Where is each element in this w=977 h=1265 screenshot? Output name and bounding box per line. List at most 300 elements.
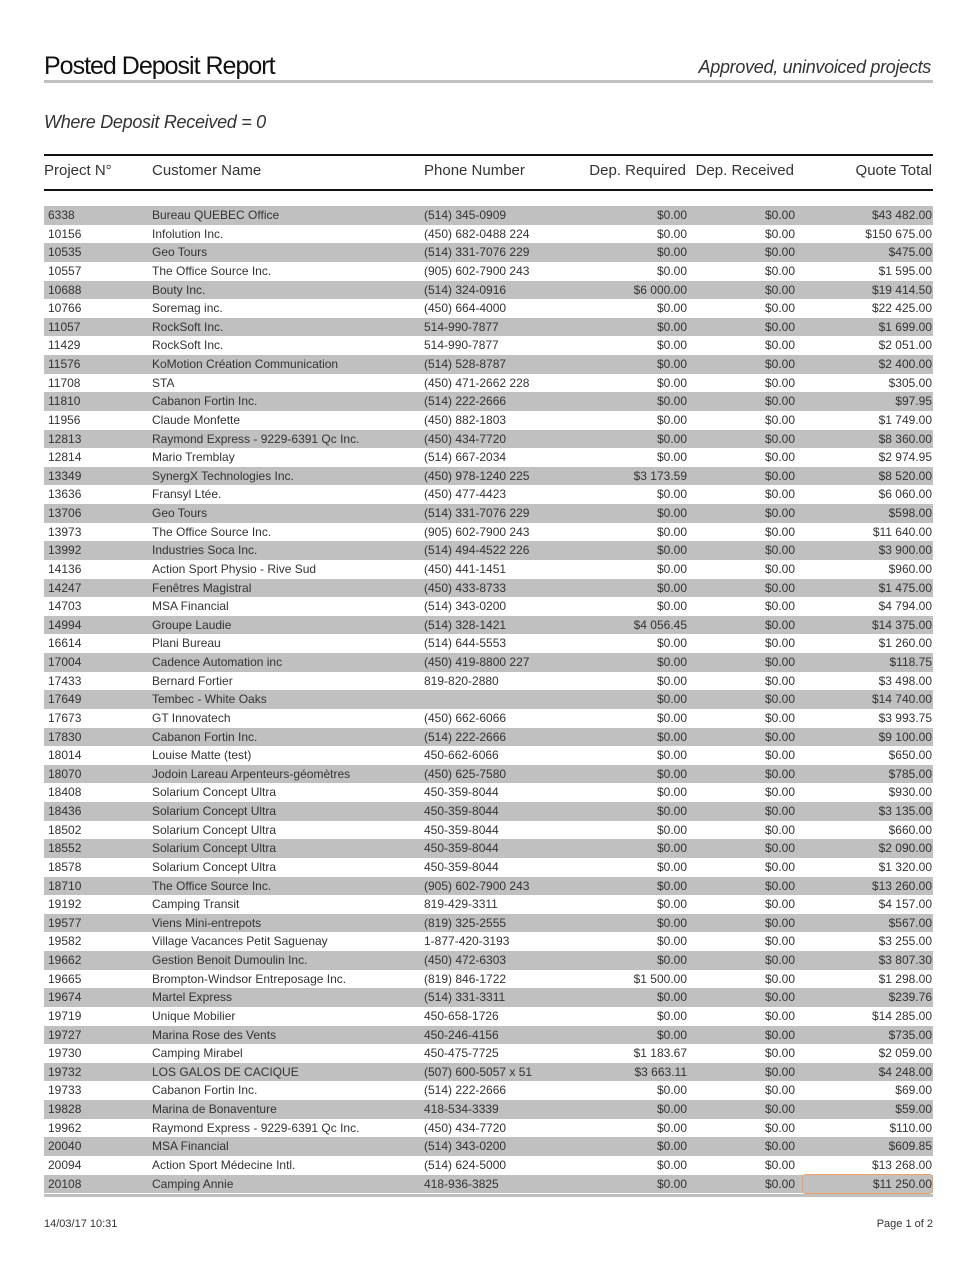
project-number-cell: 19732 xyxy=(48,1064,82,1079)
table-row xyxy=(44,1137,933,1156)
deposit-received-cell: $0.00 xyxy=(764,897,795,912)
deposit-received-cell: $0.00 xyxy=(764,338,795,353)
project-number-cell: 13636 xyxy=(48,487,82,502)
deposit-received-cell: $0.00 xyxy=(764,226,795,241)
deposit-received-cell: $0.00 xyxy=(764,319,795,334)
table-row xyxy=(44,1026,933,1045)
table-row xyxy=(44,709,933,728)
quote-total-cell: $19 414.50 xyxy=(871,282,932,297)
deposit-received-cell: $0.00 xyxy=(764,766,795,781)
phone-number-cell: (450) 625-7580 xyxy=(424,766,507,781)
phone-number-cell: 418-534-3339 xyxy=(424,1102,499,1116)
phone-number-cell: (819) 325-2555 xyxy=(424,915,507,930)
deposit-required-cell: $0.00 xyxy=(656,1139,687,1154)
project-number-cell: 13706 xyxy=(48,506,82,520)
customer-name-cell: Bureau QUEBEC Office xyxy=(152,208,280,222)
table-row xyxy=(44,858,933,877)
phone-number-cell: (450) 472-6303 xyxy=(424,953,507,967)
phone-number-cell: (514) 331-3311 xyxy=(424,990,506,1005)
quote-total-cell: $97.95 xyxy=(895,394,932,409)
deposit-received-cell: $0.00 xyxy=(764,710,795,725)
quote-total-cell: $785.00 xyxy=(888,766,932,781)
project-number-cell: 14703 xyxy=(48,599,82,614)
customer-name-cell: Cadence Automation inc xyxy=(152,655,283,669)
header-top-rule xyxy=(44,154,933,156)
phone-number-cell: (514) 343-0200 xyxy=(424,1139,507,1154)
deposit-required-cell: $0.00 xyxy=(656,897,687,912)
phone-number-cell: (450) 662-6066 xyxy=(424,710,507,725)
table-row xyxy=(44,970,933,989)
project-number-cell: 18014 xyxy=(48,748,82,763)
quote-total-cell: $735.00 xyxy=(888,1027,932,1042)
deposit-required-cell: $0.00 xyxy=(656,878,687,893)
customer-name-cell: Louise Matte (test) xyxy=(152,748,252,763)
customer-name-cell: Mario Tremblay xyxy=(152,450,235,465)
quote-total-cell: $69.00 xyxy=(895,1083,932,1098)
quote-total-cell: $598.00 xyxy=(888,506,932,520)
deposit-required-cell: $0.00 xyxy=(656,859,687,874)
footer-page-number: Page 1 of 2 xyxy=(876,1218,933,1230)
phone-number-cell: 514-990-7877 xyxy=(424,319,499,334)
phone-number-cell: (905) 602-7900 243 xyxy=(424,524,530,539)
deposit-required-cell: $0.00 xyxy=(656,226,687,241)
customer-name-cell: RockSoft Inc. xyxy=(152,319,224,334)
quote-total-cell: $650.00 xyxy=(888,748,932,763)
quote-total-cell: $4 157.00 xyxy=(878,897,932,912)
table-row xyxy=(44,616,933,635)
quote-total-cell: $8 520.00 xyxy=(878,468,932,483)
project-number-cell: 14247 xyxy=(48,580,82,595)
project-number-cell: 12813 xyxy=(48,431,82,446)
deposit-received-cell: $0.00 xyxy=(764,543,795,558)
deposit-required-cell: $0.00 xyxy=(656,561,687,576)
phone-number-cell: (450) 664-4000 xyxy=(424,301,507,316)
customer-name-cell: Claude Monfette xyxy=(152,412,241,427)
title-divider xyxy=(44,80,933,83)
table-row xyxy=(44,765,933,784)
quote-total-cell: $1 320.00 xyxy=(878,859,932,874)
deposit-required-cell: $0.00 xyxy=(656,412,687,427)
quote-total-cell: $3 498.00 xyxy=(878,673,932,688)
deposit-required-cell: $6 000.00 xyxy=(633,282,687,297)
quote-total-cell: $3 255.00 xyxy=(878,934,932,949)
table-row xyxy=(44,225,933,244)
deposit-received-cell: $0.00 xyxy=(764,636,795,651)
quote-total-cell: $2 090.00 xyxy=(878,841,932,856)
deposit-received-cell: $0.00 xyxy=(764,561,795,576)
table-row xyxy=(44,336,933,355)
project-number-cell: 10535 xyxy=(48,245,82,260)
table-row xyxy=(44,1156,933,1175)
customer-name-cell: Camping Annie xyxy=(152,1176,234,1191)
customer-name-cell: Cabanon Fortin Inc. xyxy=(152,729,258,744)
col-header-quote-total: Quote Total xyxy=(855,162,932,179)
phone-number-cell: (514) 644-5553 xyxy=(424,636,507,651)
customer-name-cell: RockSoft Inc. xyxy=(152,338,224,353)
customer-name-cell: Solarium Concept Ultra xyxy=(152,859,277,874)
deposit-required-cell: $0.00 xyxy=(656,1157,687,1172)
deposit-received-cell: $0.00 xyxy=(764,617,795,632)
deposit-received-cell: $0.00 xyxy=(764,450,795,465)
quote-total-cell: $3 807.30 xyxy=(878,953,932,967)
deposit-received-cell: $0.00 xyxy=(764,1064,795,1079)
deposit-received-cell: $0.00 xyxy=(764,506,795,520)
table-row xyxy=(44,467,933,486)
deposit-required-cell: $0.00 xyxy=(656,338,687,353)
project-number-cell: 17004 xyxy=(48,655,82,669)
quote-total-cell: $14 375.00 xyxy=(871,617,932,632)
deposit-required-cell: $0.00 xyxy=(656,934,687,949)
quote-total-cell: $14 285.00 xyxy=(871,1008,932,1023)
quote-total-cell: $118.75 xyxy=(889,655,932,669)
deposit-required-cell: $1 500.00 xyxy=(633,971,687,986)
customer-name-cell: Martel Express xyxy=(152,990,233,1005)
deposit-required-cell: $0.00 xyxy=(656,804,687,818)
phone-number-cell: (514) 324-0916 xyxy=(424,282,507,297)
project-number-cell: 18552 xyxy=(48,841,82,856)
phone-number-cell: (450) 882-1803 xyxy=(424,412,507,427)
table-row xyxy=(44,262,933,281)
quote-total-cell: $930.00 xyxy=(888,785,932,800)
customer-name-cell: Gestion Benoit Dumoulin Inc. xyxy=(152,953,308,967)
deposit-received-cell: $0.00 xyxy=(764,785,795,800)
deposit-required-cell: $0.00 xyxy=(656,636,687,651)
customer-name-cell: Action Sport Médecine Intl. xyxy=(152,1157,296,1172)
project-number-cell: 20108 xyxy=(48,1176,82,1191)
table-row xyxy=(44,839,933,858)
deposit-received-cell: $0.00 xyxy=(764,841,795,856)
phone-number-cell: (450) 471-2662 228 xyxy=(424,375,530,390)
deposit-received-cell: $0.00 xyxy=(764,953,795,967)
table-row xyxy=(44,1044,933,1063)
phone-number-cell: 450-359-8044 xyxy=(424,785,499,800)
customer-name-cell: Groupe Laudie xyxy=(152,617,232,632)
project-number-cell: 12814 xyxy=(48,450,82,465)
deposit-required-cell: $0.00 xyxy=(656,915,687,930)
quote-total-cell: $3 900.00 xyxy=(878,543,932,558)
customer-name-cell: Solarium Concept Ultra xyxy=(152,841,277,856)
customer-name-cell: Fenêtres Magistral xyxy=(152,580,252,595)
phone-number-cell: (514) 494-4522 226 xyxy=(424,543,530,558)
project-number-cell: 13992 xyxy=(48,543,82,558)
table-row xyxy=(44,653,933,672)
project-number-cell: 10766 xyxy=(48,301,82,316)
report-table-body xyxy=(44,206,933,1193)
customer-name-cell: KoMotion Création Communication xyxy=(152,357,339,371)
deposit-received-cell: $0.00 xyxy=(764,1027,795,1042)
project-number-cell: 11576 xyxy=(48,357,81,371)
deposit-received-cell: $0.00 xyxy=(764,859,795,874)
project-number-cell: 10156 xyxy=(48,226,82,241)
table-row xyxy=(44,299,933,318)
project-number-cell: 19674 xyxy=(48,990,82,1005)
phone-number-cell: 450-475-7725 xyxy=(424,1046,499,1061)
phone-number-cell: 450-246-4156 xyxy=(424,1027,499,1042)
deposit-received-cell: $0.00 xyxy=(764,971,795,986)
quote-total-cell: $4 794.00 xyxy=(878,599,932,614)
table-row xyxy=(44,355,933,374)
table-row xyxy=(44,783,933,802)
customer-name-cell: Brompton-Windsor Entreposage Inc. xyxy=(152,971,347,986)
table-row xyxy=(44,988,933,1007)
table-row xyxy=(44,932,933,951)
phone-number-cell: (514) 343-0200 xyxy=(424,599,507,614)
deposit-received-cell: $0.00 xyxy=(764,1102,795,1116)
col-header-dep-received: Dep. Received xyxy=(695,162,794,179)
project-number-cell: 10557 xyxy=(48,263,82,278)
quote-total-cell: $660.00 xyxy=(888,822,932,837)
deposit-required-cell: $0.00 xyxy=(656,729,687,744)
phone-number-cell: 450-359-8044 xyxy=(424,841,499,856)
quote-total-cell: $1 749.00 xyxy=(878,412,932,427)
deposit-received-cell: $0.00 xyxy=(764,431,795,446)
deposit-received-cell: $0.00 xyxy=(764,524,795,539)
deposit-required-cell: $0.00 xyxy=(656,543,687,558)
project-number-cell: 19962 xyxy=(48,1120,82,1135)
phone-number-cell: (450) 682-0488 224 xyxy=(424,226,530,241)
deposit-required-cell: $0.00 xyxy=(656,841,687,856)
quote-total-cell: $43 482.00 xyxy=(871,208,932,222)
deposit-received-cell: $0.00 xyxy=(764,1083,795,1098)
phone-number-cell: (507) 600-5057 x 51 xyxy=(424,1064,533,1079)
col-header-dep-required: Dep. Required xyxy=(589,162,686,179)
project-number-cell: 19730 xyxy=(48,1046,82,1061)
quote-total-cell: $567.00 xyxy=(888,915,932,930)
table-row xyxy=(44,1175,933,1194)
phone-number-cell: 450-359-8044 xyxy=(424,859,499,874)
quote-total-cell: $609.85 xyxy=(888,1139,932,1154)
customer-name-cell: Raymond Express - 9229-6391 Qc Inc. xyxy=(152,431,360,446)
customer-name-cell: SynergX Technologies Inc. xyxy=(152,468,294,483)
quote-total-cell: $8 360.00 xyxy=(878,431,932,446)
customer-name-cell: STA xyxy=(152,375,175,390)
deposit-required-cell: $0.00 xyxy=(656,245,687,260)
deposit-received-cell: $0.00 xyxy=(764,375,795,390)
project-number-cell: 17649 xyxy=(48,692,82,707)
table-row xyxy=(44,821,933,840)
deposit-received-cell: $0.00 xyxy=(764,394,795,409)
deposit-required-cell: $0.00 xyxy=(656,301,687,316)
deposit-required-cell: $0.00 xyxy=(656,506,687,520)
deposit-required-cell: $0.00 xyxy=(656,766,687,781)
project-number-cell: 18502 xyxy=(48,822,82,837)
project-number-cell: 17433 xyxy=(48,673,82,688)
quote-total-cell: $3 993.75 xyxy=(878,710,932,725)
customer-name-cell: Soremag inc. xyxy=(152,301,223,316)
phone-number-cell: (514) 528-8787 xyxy=(424,357,507,371)
quote-total-cell[interactable]: $11 250.00 xyxy=(803,1175,932,1194)
deposit-required-cell: $3 173.59 xyxy=(633,468,687,483)
quote-total-cell: $1 260.00 xyxy=(878,636,932,651)
quote-total-cell: $14 740.00 xyxy=(871,692,932,707)
deposit-required-cell: $3 663.11 xyxy=(634,1064,687,1079)
customer-name-cell: Bouty Inc. xyxy=(152,282,206,297)
table-header xyxy=(44,162,933,182)
phone-number-cell: 450-658-1726 xyxy=(424,1008,499,1023)
deposit-required-cell: $0.00 xyxy=(656,431,687,446)
table-row xyxy=(44,411,933,430)
customer-name-cell: Unique Mobilier xyxy=(152,1008,236,1023)
table-row xyxy=(44,1081,933,1100)
deposit-required-cell: $0.00 xyxy=(656,953,687,967)
customer-name-cell: Action Sport Physio - Rive Sud xyxy=(152,561,317,576)
table-row xyxy=(44,1063,933,1082)
project-number-cell: 11429 xyxy=(48,338,81,353)
table-row xyxy=(44,392,933,411)
deposit-required-cell: $0.00 xyxy=(656,1083,687,1098)
deposit-received-cell: $0.00 xyxy=(764,301,795,316)
deposit-required-cell: $1 183.67 xyxy=(633,1046,687,1061)
deposit-required-cell: $0.00 xyxy=(656,580,687,595)
phone-number-cell: 1-877-420-3193 xyxy=(424,934,510,949)
deposit-required-cell: $0.00 xyxy=(656,599,687,614)
table-row xyxy=(44,746,933,765)
project-number-cell: 10688 xyxy=(48,282,82,297)
phone-number-cell: 514-990-7877 xyxy=(424,338,499,353)
deposit-received-cell: $0.00 xyxy=(764,915,795,930)
phone-number-cell: (450) 441-1451 xyxy=(424,561,507,576)
customer-name-cell: LOS GALOS DE CACIQUE xyxy=(152,1064,299,1079)
phone-number-cell: 819-820-2880 xyxy=(424,673,499,688)
deposit-received-cell: $0.00 xyxy=(764,990,795,1005)
customer-name-cell: MSA Financial xyxy=(152,1139,229,1154)
table-row xyxy=(44,802,933,821)
quote-total-cell: $2 974.95 xyxy=(878,450,932,465)
deposit-required-cell: $0.00 xyxy=(656,394,687,409)
phone-number-cell: 418-936-3825 xyxy=(424,1176,499,1191)
customer-name-cell: Tembec - White Oaks xyxy=(152,692,267,707)
table-row xyxy=(44,1100,933,1119)
table-row xyxy=(44,877,933,896)
table-row xyxy=(44,523,933,542)
quote-total-cell: $13 268.00 xyxy=(871,1157,932,1172)
phone-number-cell: (514) 667-2034 xyxy=(424,450,507,465)
project-number-cell: 18436 xyxy=(48,804,82,818)
quote-total-cell: $59.00 xyxy=(895,1102,932,1116)
deposit-required-cell: $0.00 xyxy=(656,524,687,539)
quote-total-cell: $475.00 xyxy=(888,245,932,260)
table-row xyxy=(44,374,933,393)
deposit-received-cell: $0.00 xyxy=(764,655,795,669)
deposit-received-cell: $0.00 xyxy=(764,468,795,483)
table-row xyxy=(44,690,933,709)
table-row xyxy=(44,243,933,262)
customer-name-cell: Marina de Bonaventure xyxy=(152,1102,277,1116)
deposit-received-cell: $0.00 xyxy=(764,208,795,222)
table-row xyxy=(44,430,933,449)
deposit-required-cell: $0.00 xyxy=(656,1008,687,1023)
table-bottom-rule xyxy=(44,1194,933,1197)
deposit-required-cell: $0.00 xyxy=(656,357,687,371)
deposit-received-cell: $0.00 xyxy=(764,878,795,893)
customer-name-cell: Geo Tours xyxy=(152,245,208,260)
deposit-required-cell: $0.00 xyxy=(656,1176,687,1191)
quote-total-cell: $1 475.00 xyxy=(878,580,932,595)
project-number-cell: 19577 xyxy=(48,915,82,930)
customer-name-cell: Camping Mirabel xyxy=(152,1046,243,1061)
deposit-required-cell: $0.00 xyxy=(656,450,687,465)
quote-total-cell: $2 059.00 xyxy=(878,1046,932,1061)
deposit-required-cell: $0.00 xyxy=(656,673,687,688)
project-number-cell: 19662 xyxy=(48,953,82,967)
deposit-received-cell: $0.00 xyxy=(764,1139,795,1154)
deposit-received-cell: $0.00 xyxy=(764,1008,795,1023)
project-number-cell: 17830 xyxy=(48,729,82,744)
deposit-received-cell: $0.00 xyxy=(764,729,795,744)
phone-number-cell: 450-662-6066 xyxy=(424,748,499,763)
project-number-cell: 11956 xyxy=(48,412,81,427)
deposit-required-cell: $0.00 xyxy=(656,487,687,502)
quote-total-cell: $11 640.00 xyxy=(872,524,932,539)
project-number-cell: 20094 xyxy=(48,1157,82,1172)
project-number-cell: 19733 xyxy=(48,1083,82,1098)
project-number-cell: 13349 xyxy=(48,468,82,483)
deposit-required-cell: $0.00 xyxy=(656,822,687,837)
customer-name-cell: MSA Financial xyxy=(152,599,229,614)
deposit-required-cell: $0.00 xyxy=(656,263,687,278)
deposit-received-cell: $0.00 xyxy=(764,263,795,278)
deposit-required-cell: $0.00 xyxy=(656,375,687,390)
quote-total-cell: $2 400.00 xyxy=(878,357,932,371)
phone-number-cell: (905) 602-7900 243 xyxy=(424,878,530,893)
table-row xyxy=(44,504,933,523)
table-row xyxy=(44,1119,933,1138)
customer-name-cell: Jodoin Lareau Arpenteurs-géomètres xyxy=(152,766,351,781)
deposit-received-cell: $0.00 xyxy=(764,748,795,763)
project-number-cell: 11708 xyxy=(48,375,81,390)
table-row xyxy=(44,951,933,970)
customer-name-cell: GT Innovatech xyxy=(152,710,231,725)
table-row xyxy=(44,597,933,616)
col-header-customer: Customer Name xyxy=(152,162,262,179)
customer-name-cell: The Office Source Inc. xyxy=(152,263,272,278)
deposit-required-cell: $0.00 xyxy=(656,990,687,1005)
deposit-received-cell: $0.00 xyxy=(764,599,795,614)
quote-total-cell: $150 675.00 xyxy=(865,226,932,241)
deposit-received-cell: $0.00 xyxy=(764,1157,795,1172)
project-number-cell: 13973 xyxy=(48,524,82,539)
table-row xyxy=(44,895,933,914)
table-row xyxy=(44,672,933,691)
deposit-required-cell: $0.00 xyxy=(656,319,687,334)
quote-total-cell: $1 699.00 xyxy=(878,319,932,334)
deposit-required-cell: $0.00 xyxy=(656,1027,687,1042)
customer-name-cell: Infolution Inc. xyxy=(152,226,224,241)
deposit-received-cell: $0.00 xyxy=(764,357,795,371)
customer-name-cell: Cabanon Fortin Inc. xyxy=(152,394,258,409)
deposit-required-cell: $0.00 xyxy=(656,655,687,669)
phone-number-cell: (514) 222-2666 xyxy=(424,1083,507,1098)
customer-name-cell: Industries Soca Inc. xyxy=(152,543,258,558)
deposit-required-cell: $0.00 xyxy=(656,710,687,725)
phone-number-cell: (450) 434-7720 xyxy=(424,1120,507,1135)
quote-total-cell: $1 298.00 xyxy=(878,971,932,986)
deposit-received-cell: $0.00 xyxy=(764,580,795,595)
table-row xyxy=(44,579,933,598)
phone-number-cell: (450) 477-4423 xyxy=(424,487,507,502)
quote-total-cell: $110.00 xyxy=(889,1120,932,1135)
customer-name-cell: Solarium Concept Ultra xyxy=(152,822,277,837)
project-number-cell: 20040 xyxy=(48,1139,82,1154)
customer-name-cell: Plani Bureau xyxy=(152,636,221,651)
deposit-received-cell: $0.00 xyxy=(764,804,795,818)
customer-name-cell: Solarium Concept Ultra xyxy=(152,804,277,818)
deposit-received-cell: $0.00 xyxy=(764,673,795,688)
customer-name-cell: The Office Source Inc. xyxy=(152,878,272,893)
col-header-project: Project N° xyxy=(44,162,112,179)
phone-number-cell: (514) 624-5000 xyxy=(424,1157,507,1172)
quote-total-cell: $9 100.00 xyxy=(878,729,932,744)
